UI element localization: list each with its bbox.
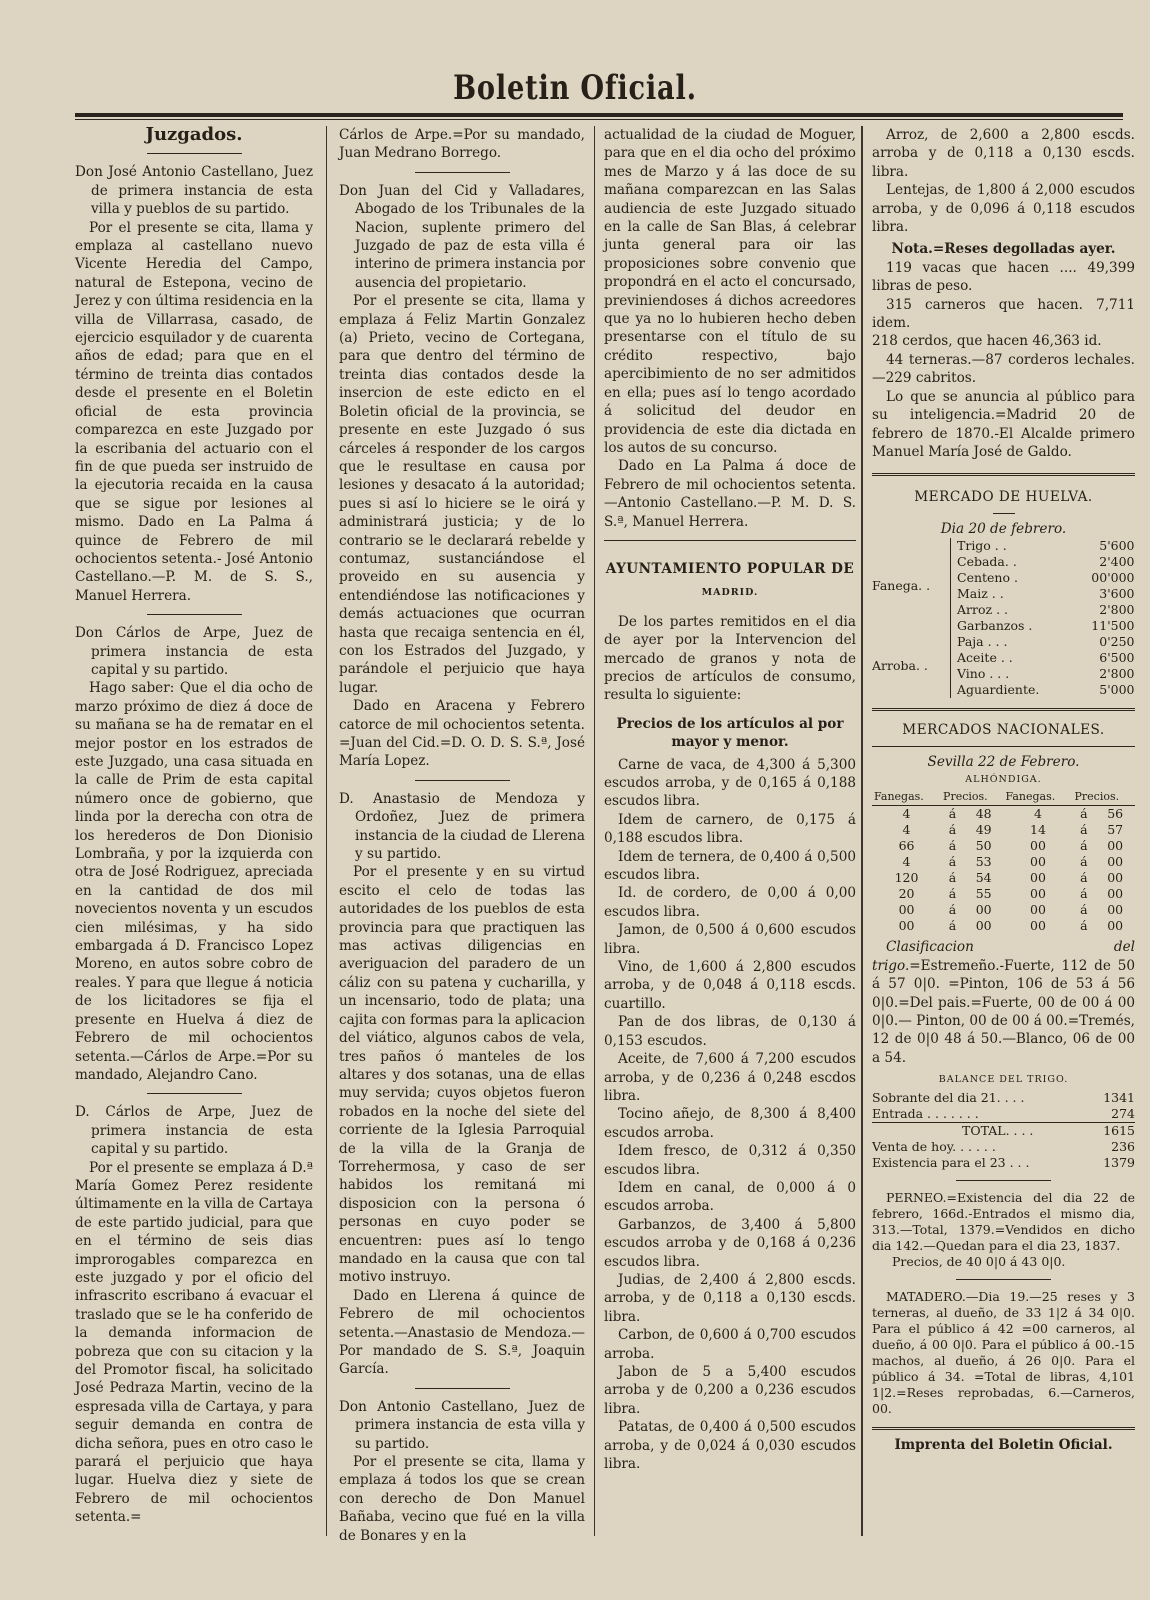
alhondiga-row	[872, 902, 1135, 918]
alhondiga-cell: 00	[1030, 886, 1046, 902]
precios-title: Precios de los artículos al por mayor y menor.	[616, 715, 844, 751]
alhondiga-cell: 55	[975, 886, 992, 902]
alhondiga-cell: á	[1080, 838, 1088, 854]
alhondiga-cell: á	[1080, 918, 1088, 934]
divider	[147, 153, 242, 154]
alhondiga-cell: 4	[902, 854, 911, 870]
price-item: Lentejas, de 1,800 á 2,000 escudos arroba, y de 0,096 á 0,118 escudos libra.	[872, 182, 1135, 236]
ayuntamiento-heading: AYUNTAMIENTO POPULAR DE	[605, 560, 855, 577]
alhondiga-cell: 00	[1030, 838, 1046, 854]
notice-signature: Dado en Llerena á quince de Febrero de mil ochocientos setenta.—Anastasio de Mendoza.—Por mandado de S. S.ª, Joaquin García.	[339, 1287, 585, 1378]
alhondiga-cell: á	[948, 806, 957, 822]
total-label: TOTAL. . . .	[872, 1122, 1092, 1139]
alhondiga-cell: á	[1080, 822, 1088, 838]
alhondiga-row	[872, 838, 1135, 854]
product-price: 2'400	[1099, 554, 1135, 570]
product-price: 3'600	[1099, 586, 1135, 602]
alhondiga-cell: á	[1080, 902, 1088, 918]
alhondiga-cell: á	[948, 918, 957, 934]
notice-heading: Don Juan del Cid y Valladares, Abogado de los Tribunales de la Nacion, suplente primero del Juzgado de paz de esta villa é interino de primera instancia por ausencia del propietario.	[339, 182, 585, 291]
alhondiga-cell: á	[1080, 886, 1088, 902]
price-row	[872, 634, 1135, 650]
reses-line: 315 carneros que hacen. 7,711 idem.	[872, 296, 1135, 332]
alhondiga-table	[872, 789, 1135, 934]
reses-announcement: Lo que se anuncia al público para su inteligencia.=Madrid 20 de febrero de 1870.-El Alcalde primero Manuel María José de Galdo.	[872, 388, 1135, 460]
notice-body: Por el presente y en su virtud escito el celo de todas las autoridades de los pueblos de esta provincia para que practiquen las mas activas diligencias en averiguacion del paradero de un cáliz con su patena y cucharilla, y un incensario, todo de plata; una cajita con formas para la aplicacion del viático, algunos cabos de vela, tres paños ó manteles de los altares y dos sotanas, una de ellas muy servida; cuyos objetos fueron robados en la noche del siete del corriente de la Iglesia Parroquial de la villa de la Granja de Torrehermosa, y caso de ser habidos los remitaná mi disposicion con la persona ó personas en cuyo poder se encuentren: pues así lo tengo mandado en la causa que con tal motivo instruyo.	[339, 864, 585, 1286]
price-item: Jamon, de 0,500 á 0,600 escudos libra.	[604, 922, 856, 957]
venta-label: Venta de hoy. . . . . .	[872, 1138, 996, 1154]
price-item: Carbon, de 0,600 á 0,700 escudos arroba.	[604, 1327, 856, 1362]
alhondiga-cell: á	[1080, 854, 1088, 870]
price-item: Tocino añejo, de 8,300 á 8,400 escudos arroba.	[604, 1106, 856, 1141]
masthead-title: Boletin Oficial.	[453, 68, 697, 108]
intro-text: De los partes remitidos en el dia de ayer por la Intervencion del mercado de granos y nota de precios de artículos de consumo, resulta lo siguiente:	[604, 613, 856, 704]
sevilla-date: Sevilla 22 de Febrero.	[927, 753, 1080, 770]
alhondiga-cell: 54	[975, 870, 992, 886]
price-item: Garbanzos, de 3,400 á 5,800 escudos arroba y de 0,168 á 0,236 escudos libra.	[604, 1216, 856, 1270]
alhondiga-cell: 00	[975, 918, 992, 934]
column-3	[604, 126, 856, 1473]
masthead-rule	[75, 113, 1123, 120]
product-price: 5'000	[1099, 682, 1135, 698]
price-item: Carne de vaca, de 4,300 á 5,300 escudos arroba, y de 0,165 á 0,188 escudos libra.	[604, 756, 856, 810]
price-item: Idem fresco, de 0,312 á 0,350 escudos libra.	[604, 1143, 856, 1178]
balance-value: 274	[1111, 1105, 1135, 1121]
notice-body: Hago saber: Que el dia ocho de marzo próximo de diez á doce de su mañana se ha de rematar en el mejor postor en los estrados de este Juzgado, una casa situada en la calle de Prim de esta capital número once de gobierno, que linda por la derecha con otra de los herederos de Don Dionisio Lombraña, y por la izquierda con otra de José Rodriguez, apreciada en la cantidad de dos mil novecientos noventa y un escudos cien milésimas, y ha sido embargada á D. Francisco Lopez Moreno, en autos sobre cobro de reales. Y para que llegue á noticia de los licitadores se fija el presente en Huelva á diez de Febrero de mil ochocientos setenta.—Cárlos de Arpe.=Por su mandado, Alejandro Cano.	[75, 680, 313, 1083]
alhondiga-cell: 20	[898, 886, 915, 902]
alhondiga-cell: 4	[902, 806, 911, 822]
notice-heading: D. Cárlos de Arpe, Juez de primera instancia de esta capital y su partido.	[75, 1104, 313, 1158]
column-separator	[594, 126, 595, 1536]
product-price: 00'000	[1091, 570, 1135, 586]
product-name: Aguardiente.	[957, 682, 1040, 698]
alhondiga-cell: 120	[894, 870, 919, 886]
balance-heading: BALANCE DEL TRIGO.	[938, 1074, 1069, 1086]
alhondiga-header: Fanegas.	[872, 789, 941, 806]
divider	[872, 1427, 1135, 1430]
alhondiga-cell: á	[948, 870, 957, 886]
divider	[956, 1180, 1051, 1181]
price-item: Jabon de 5 a 5,400 escudos arroba y de 0,200 a 0,236 escudos libra.	[604, 1364, 856, 1417]
alhondiga-cell: 66	[898, 838, 915, 854]
alhondiga-cell: 53	[975, 854, 992, 870]
alhondiga-cell: 4	[1034, 806, 1042, 822]
existencia-value: 1379	[1103, 1154, 1135, 1170]
alhondiga-cell: 50	[975, 838, 992, 854]
alhondiga-cell: á	[1080, 870, 1088, 886]
notice-body: Por el presente se cita, llama y emplaza al castellano nuevo Vicente Heredia del Campo, natural de Estepona, vecino de Jerez y con última residencia en la villa de Villarrasa, casado, de ejercicio esquilador y de cuarenta años de edad; para que en el término de treinta dias contados desde el presente en el Boletin oficial de esta provincia comparezca en este Juzgado por la escribania del actuario con el fin de que pueda ser instruido de la ejecutoria recaida en la causa que se sigue por lesiones al mismo. Dado en La Palma á quince de Febrero de mil ochocientos setenta.- José Antonio Castellano.—P. M. de S. S., Manuel Herrera.	[75, 219, 313, 604]
imprenta-footer: Imprenta del Boletin Oficial.	[894, 1436, 1113, 1453]
column-2	[339, 126, 585, 1545]
alhondiga-cell: 00	[1107, 886, 1124, 902]
notice-signature: Dado en Aracena y Febrero catorce de mil ochocientos setenta. =Juan del Cid.=D. O. D. S. S.ª, José María Lopez.	[339, 698, 585, 770]
alhondiga-cell: 00	[1107, 838, 1124, 854]
divider	[872, 473, 1135, 476]
price-item: Idem de carnero, de 0,175 á 0,188 escudos libra.	[604, 811, 856, 847]
huelva-price-table	[872, 538, 1135, 698]
alhondiga-cell: 00	[898, 902, 915, 918]
existencia-label: Existencia para el 23 . . .	[872, 1154, 1030, 1170]
alhondiga-cell: 4	[902, 822, 911, 838]
divider	[415, 1388, 510, 1389]
divider	[147, 1093, 242, 1094]
column-4	[872, 126, 1135, 1454]
divider	[415, 780, 510, 781]
notice-body: Por el presente se emplaza á D.ª María Gomez Perez residente últimamente en la villa de Cartaya de este partido judicial, para que en el término de seis dias improrogables comparezca en este juzgado y por el oficio del infrascrito escribano á evacuar el traslado que se le ha conferido de la demanda informacion de pobreza que con su citacion y la del Promotor fiscal, ha solicitado José Pedraza Martin, vecino de la espresada villa de Cartaya, y para seguir demanda en contra de dicha señora, pues en otro caso le parará el perjuicio que haya lugar. Huelva diez y siete de Febrero de mil ochocientos setenta.=	[75, 1159, 313, 1526]
price-item: Idem en canal, de 0,000 á 0 escudos arroba.	[604, 1179, 856, 1215]
group-label: Fanega. .	[872, 578, 931, 594]
product-name: Centeno .	[957, 570, 1018, 586]
alhondiga-cell: 00	[1107, 870, 1124, 886]
product-name: Maiz . .	[957, 586, 1004, 602]
price-item: Aceite, de 7,600 á 7,200 escudos arroba, y de 0,236 á 0,248 escdos libra.	[604, 1051, 856, 1104]
column-separator	[326, 126, 327, 1536]
alhondiga-row	[872, 870, 1135, 886]
alhondiga-row	[872, 918, 1135, 934]
section-title-juzgados: Juzgados.	[145, 124, 243, 145]
price-item: Patatas, de 0,400 á 0,500 escudos arroba, y de 0,024 á 0,030 escudos libra.	[604, 1419, 856, 1473]
product-name: Arroz . .	[957, 602, 1008, 618]
reses-line: 44 terneras.—87 corderos lechales.—229 cabritos.	[872, 351, 1135, 387]
balance-value: 1341	[1103, 1089, 1135, 1105]
alhondiga-cell: 00	[1107, 918, 1124, 934]
total-value: 1615	[1092, 1122, 1135, 1139]
product-name: Trigo . .	[957, 538, 1007, 554]
product-price: 6'500	[1099, 650, 1135, 666]
product-price: 2'800	[1099, 602, 1135, 618]
notice-body: Por el presente se cita, llama y emplaza á todos los que se crean con derecho de Don Manuel Bañaba, vecino que fué en la villa de Bonares y en la	[339, 1454, 585, 1544]
divider	[872, 708, 1135, 711]
alhondiga-cell: á	[1080, 806, 1088, 822]
reses-line: 119 vacas que hacen .... 49,399 libras de peso.	[872, 259, 1135, 295]
notice-heading: Don Antonio Castellano, Juez de primera instancia de esta villa y su partido.	[339, 1398, 585, 1452]
alhondiga-row	[872, 854, 1135, 870]
product-name: Paja . . .	[957, 634, 1008, 650]
notice-body: Por el presente se cita, llama y emplaza á Feliz Martin Gonzalez (a) Prieto, vecino de Cortegana, para que dentro del término de treinta dias contados desde la insercion de este edicto en el Boletin oficial de la provincia, se presente en este Juzgado ó sus cárceles á responder de los cargos que le resultase en causa por lesiones y desacato á la autoridad; pues si así lo hiciere se le oirá y administrará justicia; y de lo contrario se le declarará rebelde y contumaz, sustanciándose el proveido en su ausencia y entendiéndose las notificaciones y demás actuaciones que ocurran hasta que recaiga sentencia en él, con los Estrados del Juzgado, y parándole el perjuicio que haya lugar.	[339, 293, 585, 696]
alhondiga-cell: 00	[1030, 902, 1046, 918]
venta-value: 236	[1111, 1138, 1135, 1154]
divider	[604, 540, 856, 541]
alhondiga-cell: 56	[1107, 806, 1124, 822]
group-label: Arroba. .	[872, 658, 928, 674]
product-name: Vino . . .	[957, 666, 1010, 682]
clasificacion-body: =Estremeño.-Fuerte, 112 de 50 á 57 0|0. =Pinton, 106 de 53 á 56 0|0.=Del pais.=Fuerte, 00 de 00 á 00 0|0.— Pinton, 00 de 00 á 00.=Tremés, 12 de 0|0 48 á 50.—Blanco, 06 de 00 a 54.	[872, 957, 1135, 1066]
reses-line: 218 cerdos, que hacen 46,363 id.	[872, 333, 1102, 350]
alhondiga-cell: 14	[1030, 822, 1046, 838]
alhondiga-cell: 48	[975, 806, 992, 822]
balance-table	[872, 1090, 1135, 1171]
product-name: Aceite . .	[957, 650, 1013, 666]
balance-label: Sobrante del dia 21. . . .	[872, 1089, 1025, 1105]
price-item: Pan de dos libras, de 0,130 á 0,153 escudos.	[604, 1014, 856, 1049]
alhondiga-cell: 49	[975, 822, 992, 838]
divider	[872, 746, 1135, 747]
clasificacion-text	[872, 938, 1135, 1067]
price-item: Id. de cordero, de 0,00 á 0,00 escudos libra.	[604, 885, 856, 920]
product-price: 0'250	[1099, 634, 1135, 650]
notice-heading: Don José Antonio Castellano, Juez de primera instancia de esta villa y pueblos de su partido.	[75, 164, 313, 218]
column-separator	[861, 126, 863, 1536]
alhondiga-cell: 00	[1107, 902, 1124, 918]
alhondiga-cell: á	[948, 902, 957, 918]
alhondiga-row	[872, 822, 1135, 838]
alhondiga-cell: 00	[975, 902, 992, 918]
price-list	[604, 756, 856, 1474]
notice-continuation: actualidad de la ciudad de Moguer, para que en el dia ocho del próximo mes de Marzo y á las doce de su mañana comparezcan en las Salas audiencia de este Juzgado situado en la calle de San Blas, á celebrar junta general para oir las proposiciones sobre convenio que propondrá en el acto el concursado, previniendoses á dichos acreedores que ya no lo hubieren hecho deben presentarse con el título de su crédito respectivo, bajo apercibimiento de no ser admitidos en ella; pues así lo tengo acordado á solicitud del deudor en providencia de este dia dictada en los autos de su concurso.	[604, 127, 856, 456]
product-price: 5'600	[1099, 538, 1135, 554]
perneo-precios: Precios, de 40 0|0 á 43 0|0.	[892, 1253, 1066, 1269]
column-1	[75, 126, 313, 1527]
alhondiga-cell: á	[948, 838, 957, 854]
alhondiga-cell: 00	[1107, 854, 1124, 870]
huelva-date: Dia 20 de febrero.	[940, 520, 1067, 537]
alhondiga-cell: 00	[898, 918, 915, 934]
mercados-nacionales-heading: MERCADOS NACIONALES.	[902, 722, 1105, 739]
divider	[956, 1279, 1051, 1280]
notice-heading: D. Anastasio de Mendoza y Ordoñez, Juez de primera instancia de la ciudad de Llerena y su partido.	[339, 790, 585, 863]
alhondiga-cell: 00	[1030, 918, 1046, 934]
alhondiga-heading: ALHÓNDIGA.	[965, 773, 1042, 785]
alhondiga-cell: 57	[1107, 822, 1124, 838]
product-price: 11'500	[1091, 618, 1135, 634]
divider	[415, 172, 510, 173]
alhondiga-cell: 00	[1030, 854, 1046, 870]
alhondiga-cell: á	[948, 854, 957, 870]
mercado-huelva-heading: MERCADO DE HUELVA.	[914, 489, 1093, 506]
perneo-text: PERNEO.=Existencia del dia 22 de febrero, 166d.-Entrados el mismo dia, 313.—Total, 1379.=Vendidos en dicho dia 142.—Quedan para el dia 23, 1837.	[872, 1189, 1135, 1253]
price-item: Arroz, de 2,600 a 2,800 escds. arroba y de 0,118 a 0,130 escds. libra.	[872, 127, 1135, 180]
price-item: Idem de ternera, de 0,400 á 0,500 escudos libra.	[604, 848, 856, 884]
notice-signature: Dado en La Palma á doce de Febrero de mil ochocientos setenta.—Antonio Castellano.—P. M. D. S. S.ª, Manuel Herrera.	[604, 458, 856, 530]
price-row	[872, 538, 1135, 554]
clasificacion-label: Clasificacion del trigo.	[872, 939, 1135, 974]
matadero-text: MATADERO.—Dia 19.—25 reses y 3 terneras, al dueño, de 33 1|2 á 34 0|0. Para el público á 42 =00 carneros, al dueño, á 00 0|0. Para el público á 00.-15 machos, al dueño, á 26 0|0. Para el público á 34. =Total de libras, 4,101 1|2.=Reses reprobadas, 6.—Carneros, 00.	[872, 1288, 1135, 1416]
product-price: 2'800	[1099, 666, 1135, 682]
alhondiga-header: Fanegas.	[1003, 789, 1072, 806]
divider	[993, 513, 1015, 514]
alhondiga-cell: 00	[1030, 870, 1046, 886]
alhondiga-cell: á	[948, 886, 957, 902]
divider	[147, 614, 242, 615]
alhondiga-row	[872, 806, 1135, 823]
product-name: Cebada. .	[957, 554, 1017, 570]
alhondiga-cell: á	[948, 822, 957, 838]
balance-label: Entrada . . . . . . .	[872, 1105, 979, 1121]
alhondiga-row	[872, 886, 1135, 902]
madrid-heading: MADRID.	[701, 587, 759, 599]
alhondiga-header: Precios.	[941, 789, 1003, 806]
nota-heading: Nota.=Reses degolladas ayer.	[891, 241, 1116, 258]
price-item: Vino, de 1,600 á 2,800 escudos arroba, y de 0,048 á 0,118 escds. cuartillo.	[604, 959, 856, 1012]
price-item: Judias, de 2,400 á 2,800 escds. arroba, y de 0,118 a 0,130 escds. libra.	[604, 1271, 856, 1325]
notice-heading: Don Cárlos de Arpe, Juez de primera instancia de esta capital y su partido.	[75, 625, 313, 678]
notice-continuation: Cárlos de Arpe.=Por su mandado, Juan Medrano Borrego.	[339, 127, 585, 162]
alhondiga-header: Precios.	[1073, 789, 1135, 806]
product-name: Garbanzos .	[957, 618, 1033, 634]
